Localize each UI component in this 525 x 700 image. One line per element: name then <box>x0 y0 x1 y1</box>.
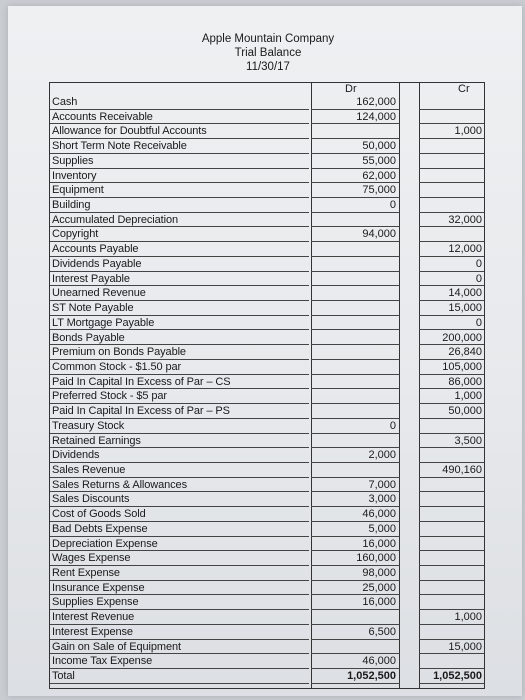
table-row <box>50 595 484 610</box>
account-name: Sales Returns & Allowances <box>52 478 187 491</box>
total-row <box>50 669 484 684</box>
credit-amount: 12,000 <box>448 243 482 256</box>
table-row <box>50 110 484 125</box>
account-name: Equipment <box>52 184 104 197</box>
account-name: Accounts Receivable <box>52 110 153 123</box>
account-name: Bad Debts Expense <box>52 522 148 535</box>
table-row <box>50 566 484 581</box>
table-row <box>50 227 484 242</box>
account-name: Accounts Payable <box>52 243 139 256</box>
account-name: Preferred Stock - $5 par <box>52 390 167 403</box>
credit-amount: 3,500 <box>454 434 482 447</box>
debit-amount: 16,000 <box>362 596 396 609</box>
account-name: Interest Payable <box>52 272 130 285</box>
credit-amount: 26,840 <box>448 346 482 359</box>
account-name: Income Tax Expense <box>52 655 153 668</box>
table-row <box>50 345 484 360</box>
credit-amount: 32,000 <box>448 213 482 226</box>
debit-amount: 55,000 <box>362 154 396 167</box>
debit-amount: 7,000 <box>368 478 396 491</box>
credit-amount: 200,000 <box>442 331 482 344</box>
account-name: Copyright <box>52 228 99 241</box>
debit-amount: 62,000 <box>362 169 396 182</box>
table-row <box>50 360 484 375</box>
debit-amount: 2,000 <box>368 449 396 462</box>
row-divider <box>50 683 309 684</box>
row-divider <box>419 683 484 684</box>
trial-balance-table <box>49 82 485 689</box>
table-row <box>50 419 484 434</box>
debit-amount: 25,000 <box>362 581 396 594</box>
credit-amount: 15,000 <box>448 640 482 653</box>
account-name: Building <box>52 199 91 212</box>
credit-amount: 0 <box>475 257 482 270</box>
credit-amount: 86,000 <box>448 375 482 388</box>
table-row <box>50 154 484 169</box>
account-name: Allowance for Doubtful Accounts <box>52 125 207 138</box>
table-row <box>50 581 484 596</box>
debit-amount: 16,000 <box>362 537 396 550</box>
debit-amount: 46,000 <box>362 655 396 668</box>
account-name: Supplies Expense <box>52 596 139 609</box>
table-row <box>50 625 484 640</box>
credit-amount: 1,052,500 <box>433 670 482 683</box>
account-name: Common Stock - $1.50 par <box>52 360 182 373</box>
debit-amount: 50,000 <box>362 140 396 153</box>
credit-amount: 1,000 <box>454 125 482 138</box>
account-name: Short Term Note Receivable <box>52 140 187 153</box>
table-row <box>50 375 484 390</box>
account-name: Sales Discounts <box>52 493 130 506</box>
table-row <box>50 551 484 566</box>
account-name: Gain on Sale of Equipment <box>52 640 181 653</box>
credit-amount: 105,000 <box>442 360 482 373</box>
account-name: Wages Expense <box>52 552 131 565</box>
account-name: Interest Expense <box>52 625 133 638</box>
debit-amount: 0 <box>389 419 396 432</box>
table-row <box>50 95 484 110</box>
paper-sheet <box>8 6 522 696</box>
table-row <box>50 286 484 301</box>
company-name: Apple Mountain Company <box>201 33 335 45</box>
debit-amount: 75,000 <box>362 184 396 197</box>
account-name: Total <box>52 670 75 683</box>
table-row <box>50 124 484 139</box>
table-row <box>50 448 484 463</box>
table-row <box>50 213 484 228</box>
account-name: Rent Expense <box>52 567 120 580</box>
row-divider <box>311 683 400 684</box>
credit-header: Cr <box>458 83 470 95</box>
table-row <box>50 507 484 522</box>
account-name: Paid In Capital In Excess of Par – PS <box>52 405 230 418</box>
table-row <box>50 183 484 198</box>
table-row <box>50 272 484 287</box>
report-title: Trial Balance <box>234 47 302 59</box>
table-row <box>50 537 484 552</box>
account-name: Premium on Bonds Payable <box>52 346 186 359</box>
table-row <box>50 331 484 346</box>
table-row <box>50 242 484 257</box>
table-row <box>50 389 484 404</box>
credit-amount: 0 <box>475 316 482 329</box>
debit-amount: 124,000 <box>356 110 396 123</box>
account-name: Supplies <box>52 154 94 167</box>
credit-amount: 14,000 <box>448 287 482 300</box>
account-name: Unearned Revenue <box>52 287 146 300</box>
table-row <box>50 169 484 184</box>
table-row <box>50 316 484 331</box>
account-name: Cash <box>52 96 78 108</box>
table-row <box>50 522 484 537</box>
account-name: Inventory <box>52 169 97 182</box>
credit-amount: 0 <box>475 272 482 285</box>
debit-amount: 160,000 <box>356 552 396 565</box>
table-row <box>50 139 484 154</box>
table-row <box>50 463 484 478</box>
credit-amount: 1,000 <box>454 390 482 403</box>
report-date: 11/30/17 <box>246 61 290 73</box>
debit-amount: 3,000 <box>368 493 396 506</box>
table-row <box>50 434 484 449</box>
account-name: Bonds Payable <box>52 331 125 344</box>
table-row <box>50 640 484 655</box>
account-name: Retained Earnings <box>52 434 141 447</box>
debit-amount: 162,000 <box>356 96 396 108</box>
debit-amount: 6,500 <box>368 625 396 638</box>
account-name: Dividends <box>52 449 100 462</box>
account-name: Paid In Capital In Excess of Par – CS <box>52 375 231 388</box>
table-row <box>50 301 484 316</box>
account-name: Treasury Stock <box>52 419 125 432</box>
debit-header: Dr <box>345 83 357 95</box>
account-name: Sales Revenue <box>52 464 126 476</box>
account-name: Depreciation Expense <box>52 537 158 550</box>
table-row <box>50 492 484 507</box>
credit-amount: 490,160 <box>442 464 482 476</box>
debit-amount: 1,052,500 <box>347 670 396 683</box>
debit-amount: 0 <box>389 199 396 212</box>
debit-amount: 94,000 <box>362 228 396 241</box>
debit-amount: 46,000 <box>362 508 396 521</box>
credit-amount: 50,000 <box>448 405 482 418</box>
table-row <box>50 478 484 493</box>
account-name: LT Mortgage Payable <box>52 316 155 329</box>
table-row <box>50 654 484 669</box>
credit-amount: 1,000 <box>454 611 482 624</box>
account-name: Interest Revenue <box>52 611 135 624</box>
table-row <box>50 404 484 419</box>
table-row <box>50 610 484 625</box>
account-name: Insurance Expense <box>52 581 145 594</box>
account-name: Accumulated Depreciation <box>52 213 179 226</box>
table-row <box>50 257 484 272</box>
account-name: ST Note Payable <box>52 302 134 315</box>
credit-amount: 15,000 <box>448 302 482 315</box>
debit-amount: 5,000 <box>368 522 396 535</box>
account-name: Cost of Goods Sold <box>52 508 146 521</box>
account-name: Dividends Payable <box>52 257 142 270</box>
table-row <box>50 198 484 213</box>
debit-amount: 98,000 <box>362 567 396 580</box>
